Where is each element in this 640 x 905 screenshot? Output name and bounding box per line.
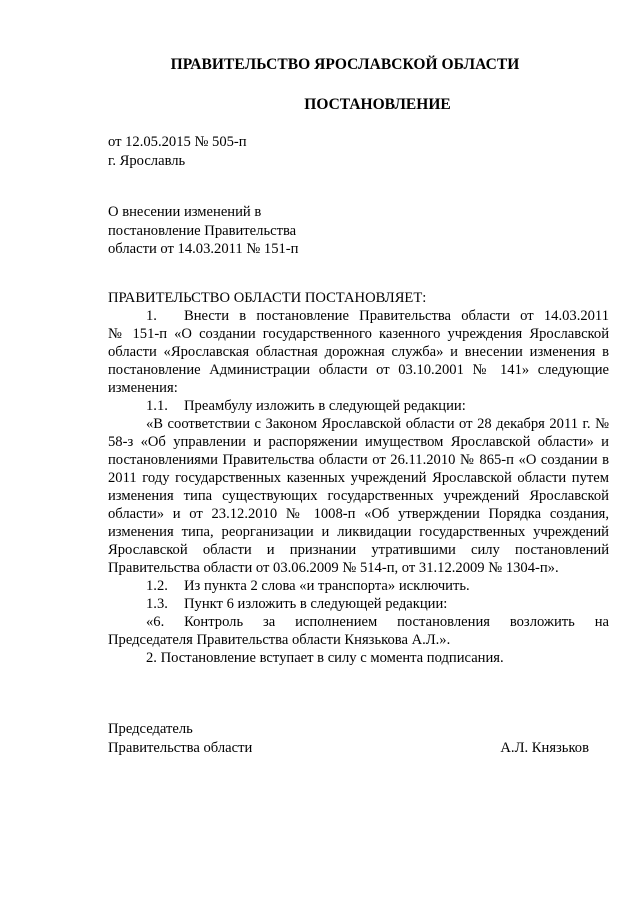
- item-1-first-line: [108, 307, 609, 325]
- clause-6-first-line: «6. Контроль за исполнением постановления возложить на: [146, 614, 609, 630]
- item-1-1-number: 1.1.: [146, 398, 168, 414]
- document-body: [108, 289, 609, 667]
- item-1-3-text: Пункт 6 изложить в следующей редакции:: [184, 596, 448, 612]
- item-1-2-text: Из пункта 2 слова «и транспорта» исключить.: [184, 578, 470, 594]
- item-1-number: 1.: [146, 308, 157, 324]
- subject-line-1: О внесении изменений в: [108, 204, 262, 220]
- quoted-preamble: «В соответствии с Законом Ярославской области от 28 декабря 2011 г. № 58-з «Об управлении и распоряжении имуществом Ярославской области» и постановлениями Правительства области от 26.11.2010 № 865-п «О создании в 2011 году государственных казенных учреждений Ярославской области путем изменения типа существующих государственных учреждений Ярославской области» и от 23.12.2010 № 1008-п «Об утверждении Порядка создания, изменения типа, реорганизации и ликвидации государственных учреждений Ярославской области и признании утратившими силу постановлений Правительства области от 03.06.2009 № 514-п, от 31.12.2009 № 1304-п».: [108, 416, 609, 576]
- subject-line-2: постановление Правительства: [108, 222, 297, 239]
- item-2: 2. Постановление вступает в силу с момента подписания.: [146, 650, 504, 666]
- date-number: от 12.05.2015 № 505-п: [108, 134, 247, 150]
- document-meta: [108, 133, 247, 170]
- item-1-continuation: № 151-п «О создании государственного казенного учреждения Ярославской области «Ярославская областная дорожная служба» и внесении изменения в постановление Администрации области от 03.10.2001 № 141» следующие изменения:: [108, 326, 609, 396]
- item-1-1-text: Преамбулу изложить в следующей редакции:: [184, 398, 466, 414]
- subject-line-3: области от 14.03.2011 № 151-п: [108, 241, 299, 257]
- signatory-position-line-2: Правительства области: [108, 739, 253, 756]
- signatory-position-line-1: Председатель: [108, 721, 193, 737]
- item-1-2: [108, 577, 609, 595]
- clause-6-continuation: Председателя Правительства области Князькова А.Л.».: [108, 632, 451, 648]
- document-type-title: ПОСТАНОВЛЕНИЕ: [304, 96, 451, 113]
- item-1-1: [108, 397, 609, 415]
- item-1-first-text: Внести в постановление Правительства области от 14.03.2011: [184, 308, 609, 324]
- item-1-3: [108, 595, 609, 613]
- item-1-3-number: 1.3.: [146, 596, 168, 612]
- item-1-2-number: 1.2.: [146, 578, 168, 594]
- city: г. Ярославль: [108, 152, 186, 169]
- preamble: ПРАВИТЕЛЬСТВО ОБЛАСТИ ПОСТАНОВЛЯЕТ:: [108, 290, 427, 306]
- organization-title: ПРАВИТЕЛЬСТВО ЯРОСЛАВСКОЙ ОБЛАСТИ: [170, 56, 520, 73]
- signature-row: [108, 739, 589, 758]
- signatory-name: А.Л. Князьков: [500, 739, 589, 756]
- signature-block: [108, 720, 589, 757]
- document-subject: [108, 203, 298, 259]
